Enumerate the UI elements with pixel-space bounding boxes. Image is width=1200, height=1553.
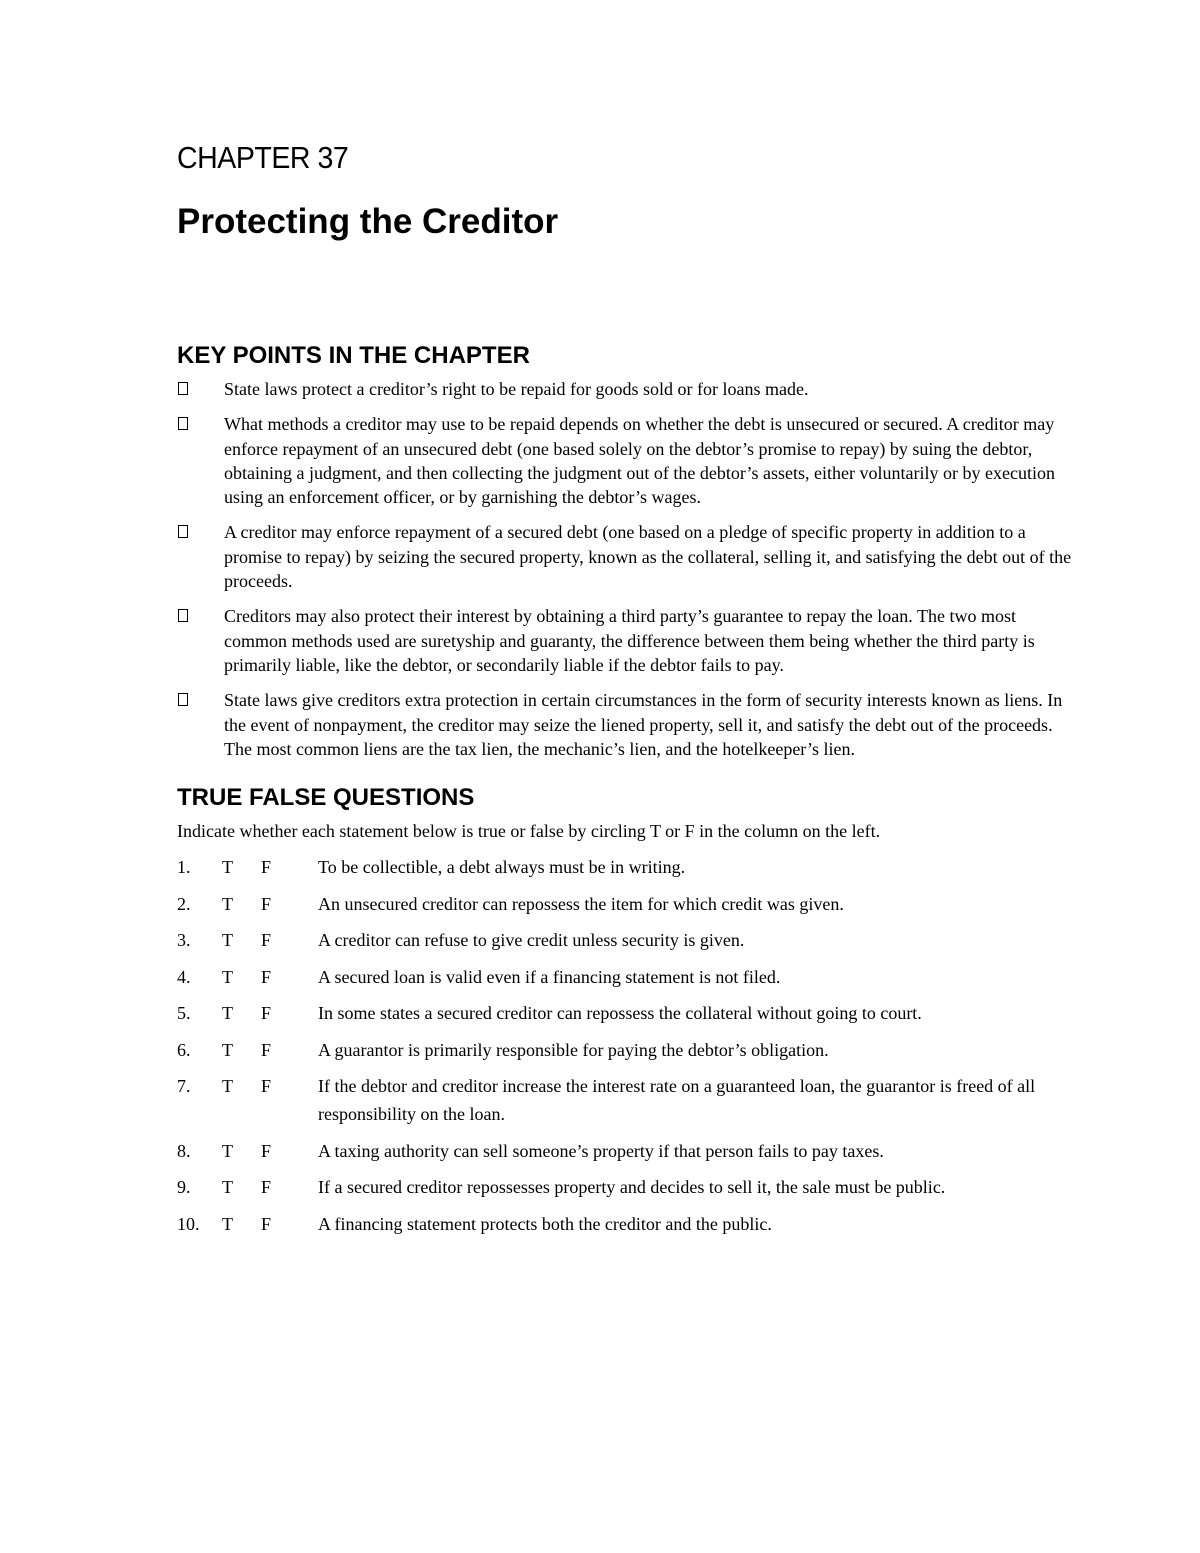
checkbox-bullet-icon bbox=[177, 688, 224, 712]
question-row bbox=[177, 1036, 1077, 1064]
question-row bbox=[177, 1072, 1077, 1128]
true-option[interactable]: T bbox=[222, 1140, 233, 1161]
true-false-instructions: Indicate whether each statement below is true or false by circling T or F in the column on the left. bbox=[177, 821, 881, 842]
false-option[interactable]: F bbox=[261, 1177, 272, 1198]
key-point-item bbox=[177, 412, 1077, 509]
question-number: 9. bbox=[177, 1177, 191, 1198]
question-text: In some states a secured creditor can repossess the collateral without going to court. bbox=[318, 1003, 922, 1024]
question-row bbox=[177, 853, 1077, 881]
true-option[interactable]: T bbox=[222, 1177, 233, 1198]
question-row bbox=[177, 890, 1077, 918]
false-option[interactable]: F bbox=[261, 966, 272, 987]
true-option[interactable]: T bbox=[222, 966, 233, 987]
question-row bbox=[177, 1173, 1077, 1201]
chapter-label: CHAPTER 37 bbox=[177, 140, 349, 175]
question-number: 6. bbox=[177, 1039, 191, 1060]
false-option[interactable]: F bbox=[261, 1003, 272, 1024]
false-option[interactable]: F bbox=[261, 857, 272, 878]
key-points-heading: KEY POINTS IN THE CHAPTER bbox=[177, 342, 530, 369]
question-row bbox=[177, 1210, 1077, 1238]
false-option[interactable]: F bbox=[261, 893, 272, 914]
question-number: 3. bbox=[177, 930, 191, 951]
question-number: 10. bbox=[177, 1213, 200, 1234]
question-number: 1. bbox=[177, 857, 191, 878]
question-text: A financing statement protects both the creditor and the public. bbox=[318, 1213, 772, 1234]
question-text: If a secured creditor repossesses property and decides to sell it, the sale must be public. bbox=[318, 1177, 946, 1198]
key-point-item bbox=[177, 520, 1077, 593]
true-option[interactable]: T bbox=[222, 893, 233, 914]
key-point-text: State laws protect a creditor’s right to be repaid for goods sold or for loans made. bbox=[224, 379, 809, 399]
false-option[interactable]: F bbox=[261, 1039, 272, 1060]
key-points-list bbox=[177, 377, 1077, 761]
question-text: To be collectible, a debt always must be in writing. bbox=[318, 857, 686, 878]
key-point-text: A creditor may enforce repayment of a secured debt (one based on a pledge of specific property in addition to a promise to repay) by seizing the secured property, known as the collateral, selling it, and satisfying the debt out of the proceeds. bbox=[224, 522, 1072, 592]
false-option[interactable]: F bbox=[261, 1140, 272, 1161]
question-row bbox=[177, 1137, 1077, 1165]
true-option[interactable]: T bbox=[222, 930, 233, 951]
true-option[interactable]: T bbox=[222, 1003, 233, 1024]
key-point-item bbox=[177, 604, 1077, 677]
question-row bbox=[177, 926, 1077, 954]
question-number: 8. bbox=[177, 1140, 191, 1161]
question-number: 4. bbox=[177, 966, 191, 987]
checkbox-bullet-icon bbox=[177, 520, 224, 544]
question-number: 5. bbox=[177, 1003, 191, 1024]
key-point-item bbox=[177, 377, 1077, 401]
true-option[interactable]: T bbox=[222, 1213, 233, 1234]
false-option[interactable]: F bbox=[261, 1076, 272, 1097]
question-number: 7. bbox=[177, 1076, 191, 1097]
document-page bbox=[177, 138, 1077, 1246]
question-row bbox=[177, 999, 1077, 1027]
question-number: 2. bbox=[177, 893, 191, 914]
true-option[interactable]: T bbox=[222, 1039, 233, 1060]
checkbox-bullet-icon bbox=[177, 604, 224, 628]
question-text: A secured loan is valid even if a financing statement is not filed. bbox=[318, 966, 781, 987]
false-option[interactable]: F bbox=[261, 930, 272, 951]
question-text: An unsecured creditor can repossess the item for which credit was given. bbox=[318, 893, 844, 914]
true-option[interactable]: T bbox=[222, 1076, 233, 1097]
key-point-text: Creditors may also protect their interest by obtaining a third party’s guarantee to repay the loan. The two most common methods used are suretyship and guaranty, the difference between them being whether the third party is primarily liable, like the debtor, or secondarily liable if the debtor fails to pay. bbox=[224, 606, 1035, 675]
key-point-text: What methods a creditor may use to be repaid depends on whether the debt is unsecured or secured. A creditor may enforce repayment of an unsecured debt (one based solely on the debtor’s promise to repay) by suing the debtor, obtaining a judgment, and then collecting the judgment out of the debtor’s assets, either voluntarily or by execution using an enforcement officer, or by garnishing the debtor’s wages. bbox=[224, 414, 1055, 508]
false-option[interactable]: F bbox=[261, 1213, 272, 1234]
checkbox-bullet-icon bbox=[177, 377, 224, 401]
chapter-title: Protecting the Creditor bbox=[177, 202, 559, 241]
question-text: A taxing authority can sell someone’s property if that person fails to pay taxes. bbox=[318, 1140, 884, 1161]
key-point-item bbox=[177, 688, 1077, 761]
question-text: A guarantor is primarily responsible for paying the debtor’s obligation. bbox=[318, 1039, 829, 1060]
question-text: If the debtor and creditor increase the interest rate on a guaranteed loan, the guarantor is freed of all responsibility on the loan. bbox=[318, 1076, 1036, 1125]
key-point-text: State laws give creditors extra protection in certain circumstances in the form of security interests known as liens. In the event of nonpayment, the creditor may seize the liened property, sell it, and satisfy the debt out of the proceeds. The most common liens are the tax lien, the mechanic’s lien, and the hotelkeeper’s lien. bbox=[224, 690, 1063, 759]
true-false-heading: TRUE FALSE QUESTIONS bbox=[177, 784, 475, 812]
true-false-question-list bbox=[177, 853, 1077, 1238]
checkbox-bullet-icon bbox=[177, 412, 224, 436]
question-row bbox=[177, 963, 1077, 991]
true-option[interactable]: T bbox=[222, 857, 233, 878]
question-text: A creditor can refuse to give credit unless security is given. bbox=[318, 930, 745, 951]
